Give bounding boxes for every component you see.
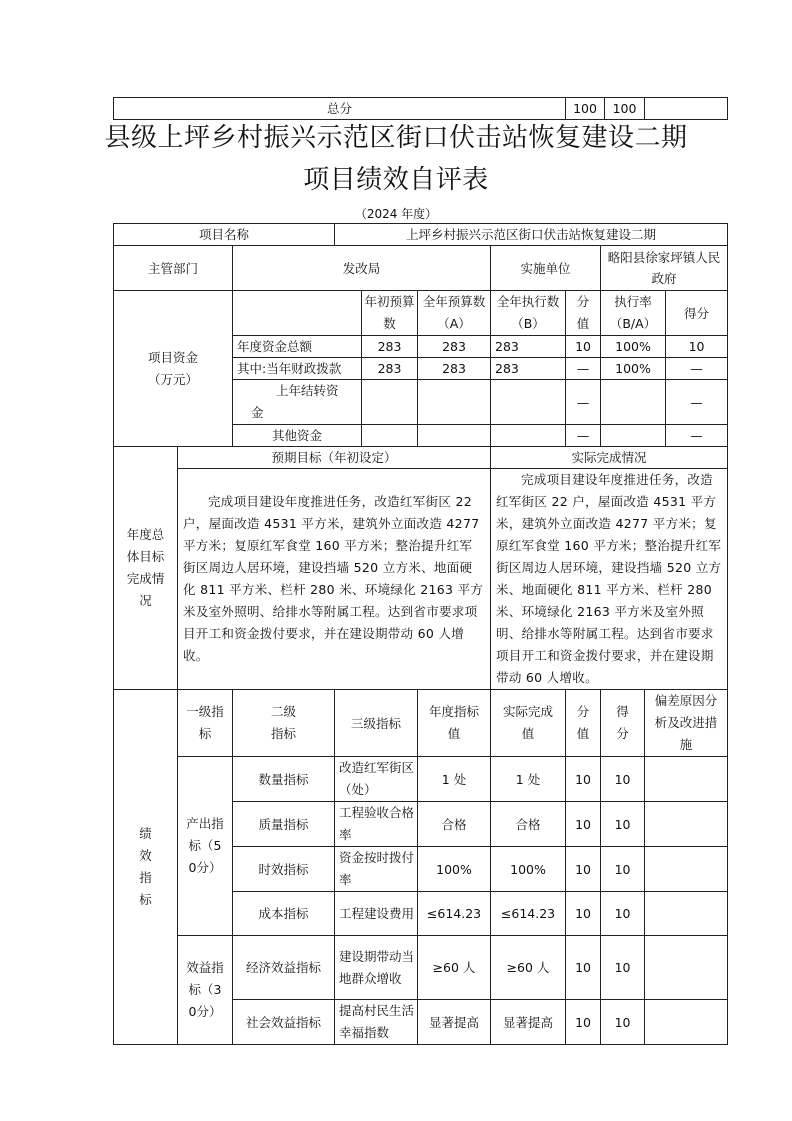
indicator-target: 1 处 — [418, 757, 491, 802]
indicator-level2: 时效指标 — [233, 847, 335, 892]
indicator-score-value: 10 — [566, 936, 601, 1000]
indicators-section-label: 绩效指标 — [114, 690, 178, 1045]
indicators-header-row — [114, 690, 728, 757]
funds-score: — — [666, 425, 728, 447]
funds-score-value: 10 — [566, 336, 601, 358]
funds-initial: 283 — [362, 336, 418, 358]
funds-executed — [491, 425, 566, 447]
funds-rate — [601, 380, 666, 425]
department-label: 主管部门 — [114, 246, 233, 291]
indicator-actual: ≤614.23 — [491, 892, 566, 936]
indicator-score: 10 — [601, 936, 645, 1000]
indicator-score-value: 10 — [566, 757, 601, 802]
indicator-analysis — [645, 892, 728, 936]
goals-expected-header: 预期目标（年初设定） — [178, 447, 491, 469]
indicator-score-value: 10 — [566, 847, 601, 892]
funds-annual: 283 — [418, 358, 491, 380]
goals-header-row — [114, 447, 728, 469]
indicator-target: ≤614.23 — [418, 892, 491, 936]
indicator-row — [114, 757, 728, 802]
page-subtitle: 项目绩效自评表 — [303, 165, 489, 195]
indicator-header-score-value: 分值 — [566, 690, 601, 757]
funds-score-value: — — [566, 380, 601, 425]
indicator-header-level1: 一级指标 — [178, 690, 233, 757]
goals-actual-text: 完成项目建设年度推进任务，改造红军街区 22 户，屋面改造 4531 平方米，建筑外立面改造 4277 平方米；复原红军食堂 160 平方米；整治提升红军街区周边人居环境，建设挡墙 520 立方米、地面硬化 811 平方米、栏杆 280 米、环境绿化 2163 平方米及室外照明、给排水等附属工程。达到省市要求项目开工和资金拨付要求，并在建设期带动 60 人增收。 — [491, 469, 728, 690]
indicator-level3: 工程建设费用 — [335, 892, 418, 936]
funds-header-blank — [233, 291, 362, 336]
implementer-label: 实施单位 — [491, 246, 601, 291]
indicator-score-value: 10 — [566, 802, 601, 847]
funds-score: 10 — [666, 336, 728, 358]
indicator-target: 100% — [418, 847, 491, 892]
indicator-level3: 工程验收合格率 — [335, 802, 418, 847]
indicator-score-value: 10 — [566, 892, 601, 936]
indicator-target: ≥60 人 — [418, 936, 491, 1000]
indicator-score: 10 — [601, 802, 645, 847]
indicator-level1-benefit: 效益指标（30分） — [178, 936, 233, 1045]
indicator-actual: 合格 — [491, 802, 566, 847]
funds-header-score-value: 分值 — [566, 291, 601, 336]
indicator-level3: 资金按时拨付率 — [335, 847, 418, 892]
funds-initial — [362, 425, 418, 447]
indicator-score: 10 — [601, 1000, 645, 1045]
indicator-target: 显著提高 — [418, 1000, 491, 1045]
department-row — [114, 246, 728, 291]
funds-header-rate: 执行率（B/A） — [601, 291, 666, 336]
goals-section-label: 年度总体目标完成情况 — [114, 447, 178, 690]
indicator-analysis — [645, 847, 728, 892]
indicator-actual: 1 处 — [491, 757, 566, 802]
indicator-header-actual: 实际完成值 — [491, 690, 566, 757]
funds-annual — [418, 425, 491, 447]
funds-header-initial: 年初预算数 — [362, 291, 418, 336]
funds-annual — [418, 380, 491, 425]
indicator-analysis — [645, 757, 728, 802]
funds-row-label: 年度资金总额 — [233, 336, 362, 358]
indicator-score-value: 10 — [566, 1000, 601, 1045]
project-name-row — [114, 224, 728, 246]
department-value: 发改局 — [233, 246, 491, 291]
funds-score-value: — — [566, 358, 601, 380]
funds-executed — [491, 380, 566, 425]
indicator-actual: 显著提高 — [491, 1000, 566, 1045]
report-year: （2024 年度） — [354, 207, 438, 221]
indicator-row — [114, 936, 728, 1000]
implementer-value: 略阳县徐家坪镇人民政府 — [601, 246, 728, 291]
funds-header-annual: 全年预算数（A） — [418, 291, 491, 336]
indicator-level2: 成本指标 — [233, 892, 335, 936]
indicator-score: 10 — [601, 847, 645, 892]
indicator-analysis — [645, 936, 728, 1000]
total-score-table — [113, 97, 728, 120]
total-score-remark — [645, 98, 728, 120]
indicator-level3: 建设期带动当地群众增收 — [335, 936, 418, 1000]
indicator-target: 合格 — [418, 802, 491, 847]
funds-score: — — [666, 380, 728, 425]
funds-rate: 100% — [601, 358, 666, 380]
total-score-value: 100 — [566, 98, 605, 120]
funds-header-executed: 全年执行数（B） — [491, 291, 566, 336]
funds-score: — — [666, 358, 728, 380]
indicator-score: 10 — [601, 757, 645, 802]
goals-expected-text: 完成项目建设年度推进任务，改造红军街区 22 户，屋面改造 4531 平方米，建筑外立面改造 4277 平方米；复原红军食堂 160 平方米；整治提升红军街区周边人居环境，建设挡墙 520 立方米、地面硬化 811 平方米、栏杆 280 米、环境绿化 2163 平方米及室外照明、给排水等附属工程。达到省市要求项目开工和资金拨付要求，并在建设期带动 60 人增收。 — [178, 469, 491, 690]
indicator-level3: 提高村民生活幸福指数 — [335, 1000, 418, 1045]
project-name-value: 上坪乡村振兴示范区街口伏击站恢复建设二期 — [335, 224, 728, 246]
funds-header-row — [114, 291, 728, 336]
indicator-score: 10 — [601, 892, 645, 936]
indicator-level1-output: 产出指标（50分） — [178, 757, 233, 936]
funds-initial: 283 — [362, 358, 418, 380]
funds-section-label: 项目资金（万元） — [114, 291, 233, 447]
goals-actual-header: 实际完成情况 — [491, 447, 728, 469]
indicator-header-score: 得分 — [601, 690, 645, 757]
funds-row-label: 其中:当年财政拨款 — [233, 358, 362, 380]
indicator-level2: 经济效益指标 — [233, 936, 335, 1000]
goals-content-row — [114, 469, 728, 690]
page-title: 县级上坪乡村振兴示范区街口伏击站恢复建设二期 — [104, 123, 688, 153]
indicator-header-target: 年度指标值 — [418, 690, 491, 757]
funds-row-label: 上年结转资金 — [233, 380, 362, 425]
indicator-level2: 质量指标 — [233, 802, 335, 847]
indicator-header-level2: 二级指标 — [233, 690, 335, 757]
funds-rate — [601, 425, 666, 447]
evaluation-table — [113, 223, 728, 1045]
funds-executed: 283 — [491, 358, 566, 380]
funds-initial — [362, 380, 418, 425]
funds-annual: 283 — [418, 336, 491, 358]
total-score-earned: 100 — [605, 98, 645, 120]
indicator-level2: 数量指标 — [233, 757, 335, 802]
indicator-analysis — [645, 802, 728, 847]
funds-executed: 283 — [491, 336, 566, 358]
indicator-level3: 改造红军街区（处） — [335, 757, 418, 802]
total-score-label: 总分 — [114, 98, 566, 120]
indicator-header-analysis: 偏差原因分析及改进措施 — [645, 690, 728, 757]
indicator-actual: 100% — [491, 847, 566, 892]
indicator-level2: 社会效益指标 — [233, 1000, 335, 1045]
indicator-header-level3: 三级指标 — [335, 690, 418, 757]
funds-header-score: 得分 — [666, 291, 728, 336]
funds-rate: 100% — [601, 336, 666, 358]
indicator-actual: ≥60 人 — [491, 936, 566, 1000]
project-name-label: 项目名称 — [114, 224, 335, 246]
funds-score-value: — — [566, 425, 601, 447]
total-score-row — [114, 98, 728, 120]
indicator-analysis — [645, 1000, 728, 1045]
funds-row-label: 其他资金 — [233, 425, 362, 447]
